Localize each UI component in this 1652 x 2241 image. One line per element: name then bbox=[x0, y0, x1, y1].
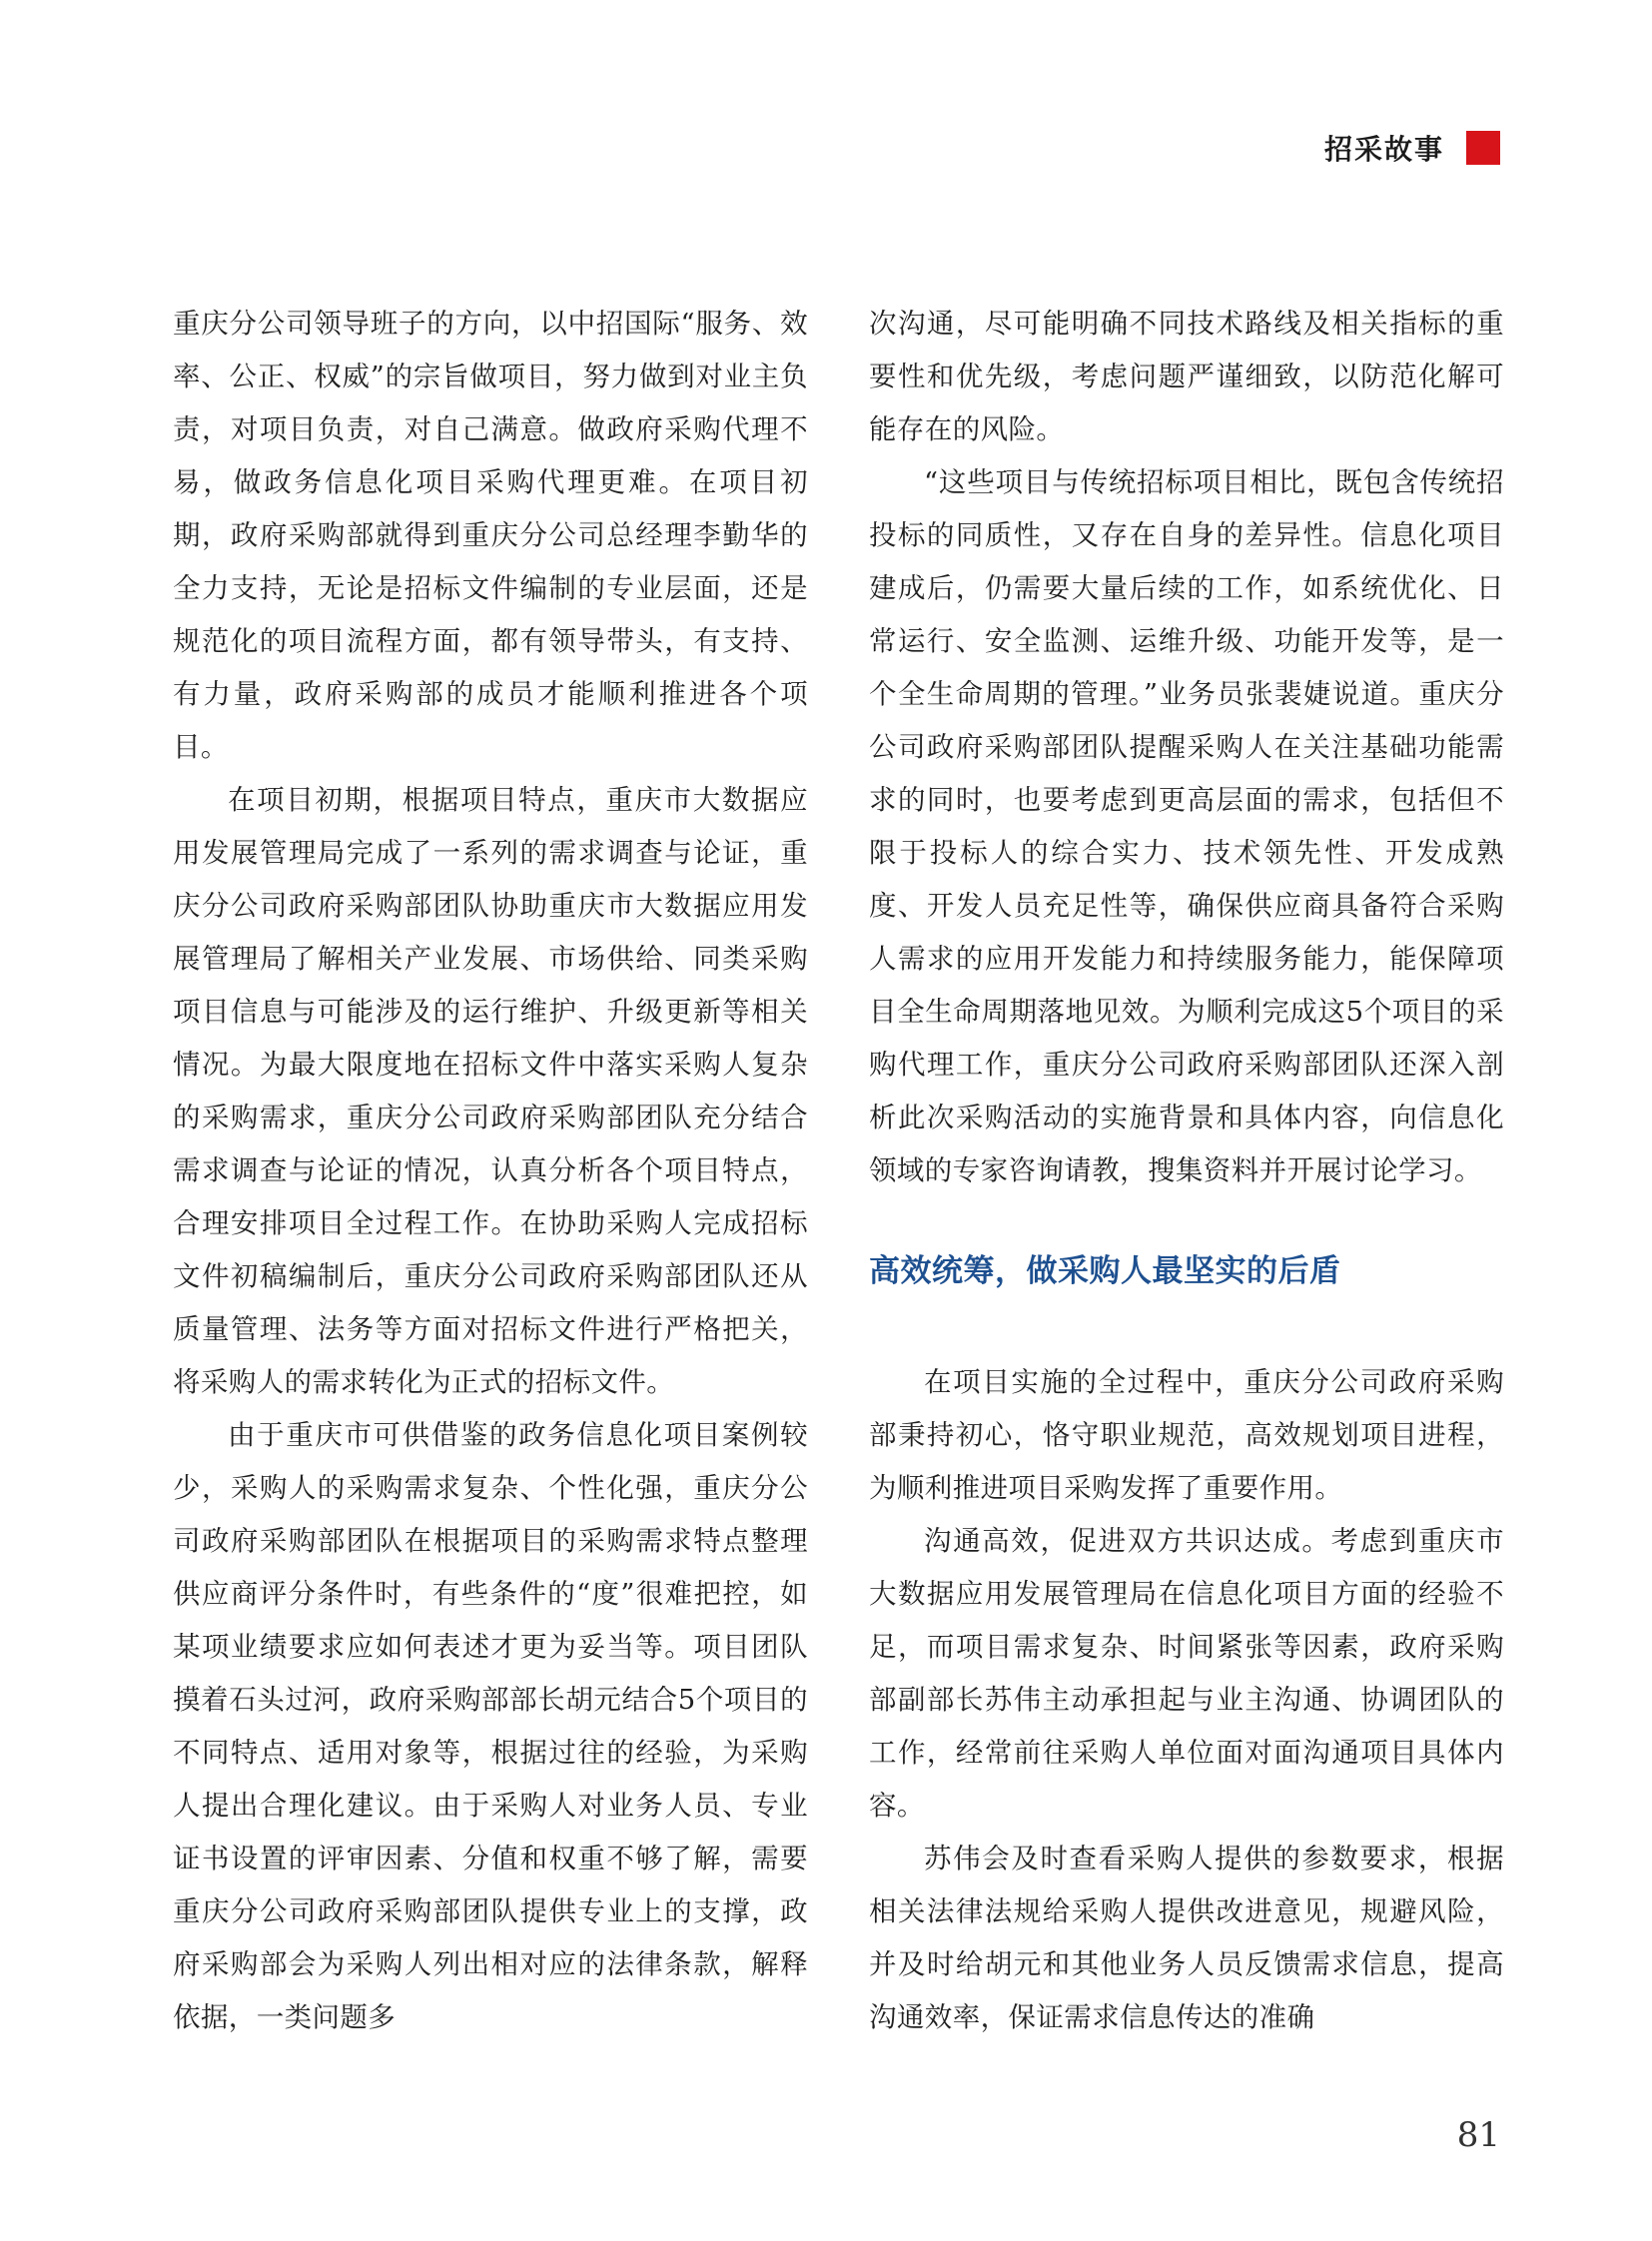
section-title: 招采故事 bbox=[1323, 133, 1444, 166]
paragraph-continued: 次沟通，尽可能明确不同技术路线及相关指标的重要性和优先级，考虑问题严谨细致，以防范化解可能存在的风险。 bbox=[869, 308, 1504, 445]
paragraph: “这些项目与传统招标项目相比，既包含传统招投标的同质性，又存在自身的差异性。信息化项目建成后，仍需要大量后续的工作，如系统优化、日常运行、安全监测、运维升级、功能开发等，是一个全生命周期的管理。”业务员张裴婕说道。重庆分公司政府采购部团队提醒采购人在关注基础功能需求的同时，也要考虑到更高层面的需求，包括但不限于投标人的综合实力、技术领先性、开发成熟度、开发人员充足性等，确保供应商具备符合采购人需求的应用开发能力和持续服务能力，能保障项目全生命周期落地见效。为顺利完成这5个项目的采购代理工作，重庆分公司政府采购部团队还深入剖析此次采购活动的实施背景和具体内容，向信息化领域的专家咨询请教，搜集资料并开展讨论学习。 bbox=[869, 466, 1504, 1186]
page-number: 81 bbox=[1456, 2115, 1500, 2155]
paragraph: 沟通高效，促进双方共识达成。考虑到重庆市大数据应用发展管理局在信息化项目方面的经验不足，而项目需求复杂、时间紧张等因素，政府采购部副部长苏伟主动承担起与业主沟通、协调团队的工作，经常前往采购人单位面对面沟通项目具体内容。 bbox=[869, 1525, 1504, 1822]
section-header bbox=[1324, 128, 1500, 168]
paragraph: 苏伟会及时查看采购人提供的参数要求，根据相关法律法规给采购人提供改进意见，规避风险，并及时给胡元和其他业务人员反馈需求信息，提高沟通效率，保证需求信息传达的准确 bbox=[869, 1843, 1504, 2033]
paragraph-continued: 重庆分公司领导班子的方向，以中招国际“服务、效率、公正、权威”的宗旨做项目，努力做到对业主负责，对项目负责，对自己满意。做政府采购代理不易，做政务信息化项目采购代理更难。在项目初期，政府采购部就得到重庆分公司总经理李勤华的全力支持，无论是招标文件编制的专业层面，还是规范化的项目流程方面，都有领导带头，有支持、有力量，政府采购部的成员才能顺利推进各个项目。 bbox=[173, 308, 808, 763]
left-column bbox=[173, 298, 808, 2044]
paragraph: 在项目初期，根据项目特点，重庆市大数据应用发展管理局完成了一系列的需求调查与论证，重庆分公司政府采购部团队协助重庆市大数据应用发展管理局了解相关产业发展、市场供给、同类采购项目信息与可能涉及的运行维护、升级更新等相关情况。为最大限度地在招标文件中落实采购人复杂的采购需求，重庆分公司政府采购部团队充分结合需求调查与论证的情况，认真分析各个项目特点，合理安排项目全过程工作。在协助采购人完成招标文件初稿编制后，重庆分公司政府采购部团队还从质量管理、法务等方面对招标文件进行严格把关，将采购人的需求转化为正式的招标文件。 bbox=[173, 784, 808, 1398]
section-subheading: 高效统筹，做采购人最坚实的后盾 bbox=[869, 1253, 1341, 1289]
section-marker-square bbox=[1466, 131, 1500, 165]
paragraph: 在项目实施的全过程中，重庆分公司政府采购部秉持初心，恪守职业规范，高效规划项目进程，为顺利推进项目采购发挥了重要作用。 bbox=[869, 1366, 1504, 1504]
right-column bbox=[869, 298, 1504, 2044]
paragraph: 由于重庆市可供借鉴的政务信息化项目案例较少，采购人的采购需求复杂、个性化强，重庆分公司政府采购部团队在根据项目的采购需求特点整理供应商评分条件时，有些条件的“度”很难把控，如某项业绩要求应如何表述才更为妥当等。项目团队摸着石头过河，政府采购部部长胡元结合5个项目的不同特点、适用对象等，根据过往的经验，为采购人提出合理化建议。由于采购人对业务人员、专业证书设置的评审因素、分值和权重不够了解，需要重庆分公司政府采购部团队提供专业上的支撑，政府采购部会为采购人列出相对应的法律条款，解释依据，一类问题多 bbox=[173, 1419, 808, 2033]
